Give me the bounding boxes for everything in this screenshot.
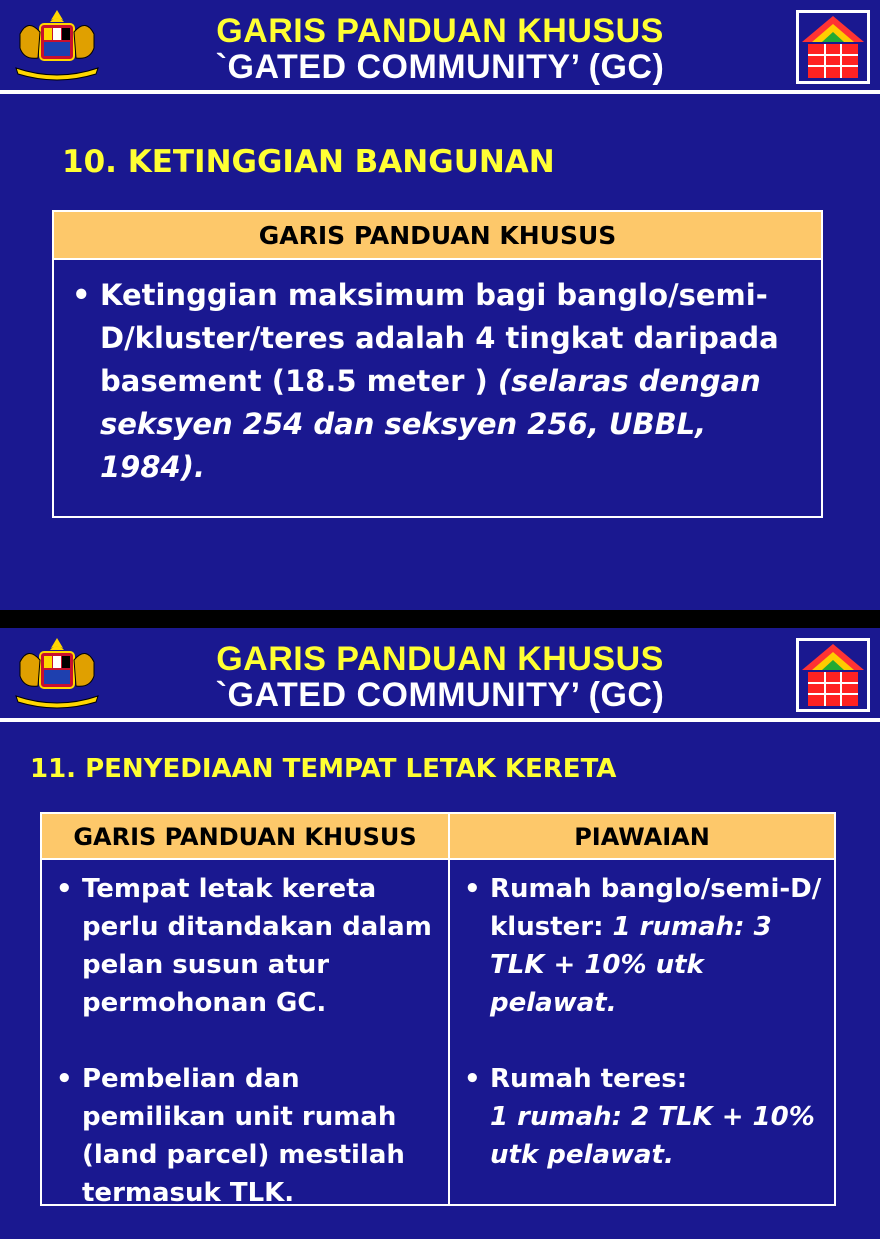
bullet-text: Tempat letak kereta perlu ditandakan dalam pelan susun atur permohonan GC. [82,874,432,1018]
title-line-1: GARIS PANDUAN KHUSUS [216,12,664,50]
list-item [48,870,442,1022]
list-item [456,1060,828,1174]
column-body-standards [450,860,834,1174]
bullet-icon: • [56,874,73,904]
house-logo-icon [796,10,870,84]
bullet-text: Ketinggian maksimum bagi banglo/semi-D/kluster/teres adalah 4 tingkat daripada basement (18.5 meter ) [100,278,779,398]
list-item [456,870,828,1022]
title-line-2: `GATED COMMUNITY’ (GC) [215,48,665,86]
header-divider [0,90,880,94]
bullet-text: Pembelian dan pemilikan unit rumah (land parcel) mestilah termasuk TLK. [82,1064,405,1208]
parking-table [40,812,836,1206]
bullet-icon: • [464,1064,481,1094]
section-heading: 10. KETINGGIAN BANGUNAN [62,144,555,180]
slide-ketinggian-bangunan [0,0,880,610]
slide-header [0,628,880,720]
guideline-table [52,210,823,518]
column-guidelines [42,814,450,1208]
bullet-icon: • [56,1064,73,1094]
bullet-icon: • [464,874,481,904]
list-item [62,274,807,489]
bullet-text: Rumah teres: [490,1064,688,1094]
table-body [54,260,821,489]
bullet-italic-text: 1 rumah: 2 TLK + 10% utk pelawat. [490,1102,815,1170]
title-line-2: `GATED COMMUNITY’ (GC) [215,676,665,714]
table-header: GARIS PANDUAN KHUSUS [54,212,821,260]
title-line-1: GARIS PANDUAN KHUSUS [216,640,664,678]
bullet-italic-text: 1 rumah: 3 TLK + 10% utk pelawat. [490,912,772,1018]
section-heading: 11. PENYEDIAAN TEMPAT LETAK KERETA [30,754,617,784]
house-logo-icon [796,638,870,712]
list-item [48,1060,442,1212]
column-header-standards: PIAWAIAN [450,814,834,860]
bullet-icon: • [72,278,91,312]
slide-tempat-letak-kereta [0,628,880,1239]
column-header-guidelines: GARIS PANDUAN KHUSUS [42,814,448,860]
slide-header [0,0,880,92]
header-divider [0,718,880,722]
bullet-text: Rumah banglo/semi-D/ kluster: [490,874,822,942]
column-standards [450,814,834,1204]
column-body-guidelines [42,860,448,1212]
bullet-italic-text: (selaras dengan seksyen 254 dan seksyen 256, UBBL, 1984). [100,364,761,484]
